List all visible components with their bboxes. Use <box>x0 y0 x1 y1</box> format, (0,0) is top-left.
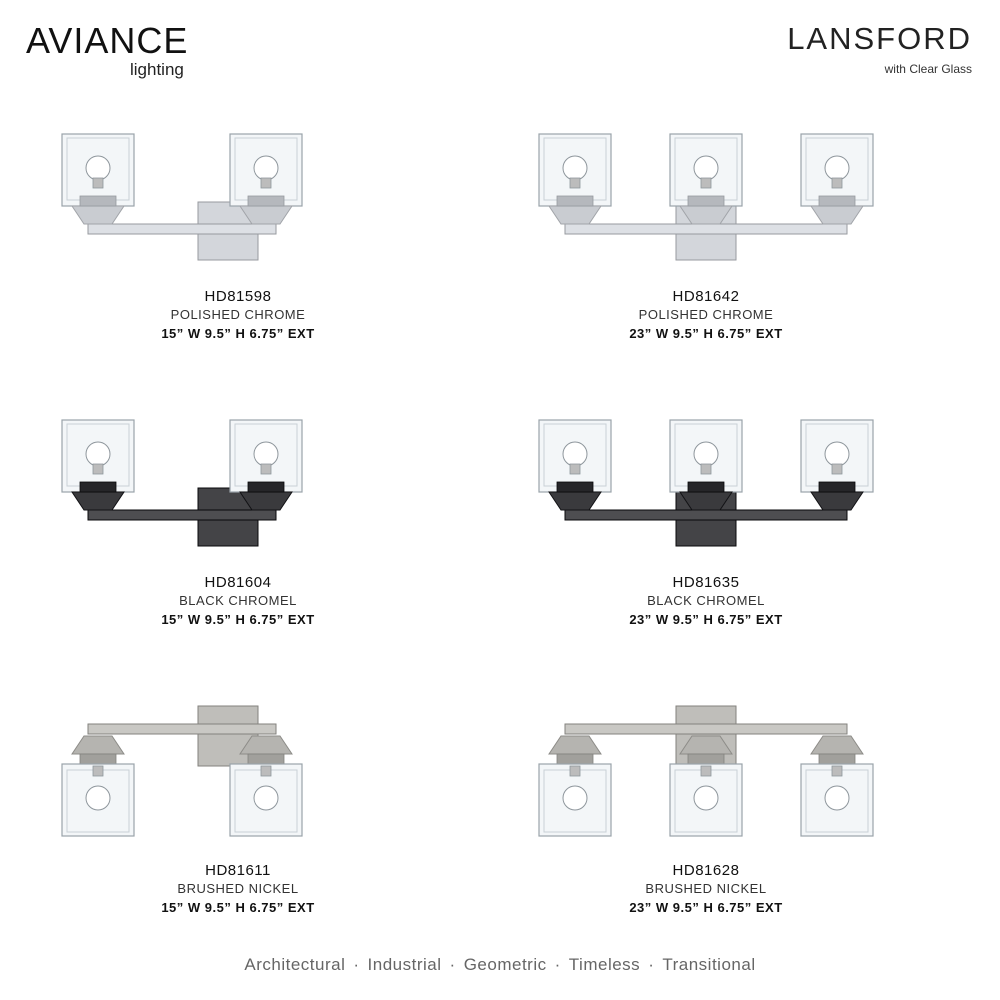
shade-holder <box>72 736 124 754</box>
product-finish: BRUSHED NICKEL <box>177 881 299 896</box>
socket-cup <box>557 196 593 206</box>
product-card <box>58 130 418 344</box>
glass-shade <box>62 736 134 836</box>
bulb-base <box>570 464 580 474</box>
tagline-item: Transitional <box>662 955 756 974</box>
bulb-icon <box>825 156 849 180</box>
socket-cup <box>819 754 855 764</box>
product-sku: HD81635 <box>672 574 740 591</box>
bulb-base <box>701 178 711 188</box>
product-dimensions: 23” W 9.5” H 6.75” EXT <box>629 612 783 627</box>
bulb-base <box>570 766 580 776</box>
product-card <box>526 704 886 918</box>
bulb-base <box>261 464 271 474</box>
product-finish: POLISHED CHROME <box>638 307 774 322</box>
product-sku: HD81642 <box>672 288 740 305</box>
product-finish: BRUSHED NICKEL <box>645 881 767 896</box>
separator-dot: · <box>648 955 655 974</box>
bulb-base <box>701 464 711 474</box>
glass-shade <box>801 420 873 510</box>
product-finish: BLACK CHROMEL <box>179 593 297 608</box>
separator-dot: · <box>554 955 561 974</box>
product-dimensions: 15” W 9.5” H 6.75” EXT <box>161 612 315 627</box>
bulb-base <box>93 464 103 474</box>
socket-cup <box>80 196 116 206</box>
bulb-icon <box>86 442 110 466</box>
product-sku: HD81611 <box>205 862 271 879</box>
bulb-base <box>832 178 842 188</box>
shade-holder <box>72 206 124 224</box>
separator-dot: · <box>449 955 456 974</box>
socket-cup <box>248 482 284 492</box>
tagline-item: Timeless <box>568 955 641 974</box>
two-light-vanity-icon <box>58 416 418 566</box>
product-finish: POLISHED CHROME <box>170 307 306 322</box>
glass-shade <box>62 134 134 224</box>
glass-shade <box>801 736 873 836</box>
socket-cup <box>819 482 855 492</box>
bulb-icon <box>86 786 110 810</box>
shade-holder <box>811 492 863 510</box>
shade-holder <box>811 736 863 754</box>
product-sku: HD81604 <box>204 574 272 591</box>
shade-holder <box>549 206 601 224</box>
bulb-base <box>261 766 271 776</box>
socket-cup <box>248 754 284 764</box>
product-card <box>526 416 886 630</box>
glass-shade <box>539 736 611 836</box>
product-finish: BLACK CHROMEL <box>647 593 765 608</box>
bulb-icon <box>694 156 718 180</box>
bulb-base <box>832 766 842 776</box>
brand-logo <box>26 20 196 79</box>
bulb-base <box>832 464 842 474</box>
product-card <box>58 704 418 918</box>
bulb-icon <box>563 156 587 180</box>
tagline <box>0 955 1000 975</box>
product-dimensions: 15” W 9.5” H 6.75” EXT <box>161 326 315 341</box>
arm-bar <box>88 510 276 520</box>
collection-title: LANSFORD <box>787 21 972 56</box>
product-dimensions: 23” W 9.5” H 6.75” EXT <box>629 900 783 915</box>
product-sku: HD81628 <box>672 862 740 879</box>
arm-bar <box>88 724 276 734</box>
three-light-vanity-icon <box>526 416 886 566</box>
socket-cup <box>80 482 116 492</box>
bulb-icon <box>694 442 718 466</box>
product-dimensions: 23” W 9.5” H 6.75” EXT <box>629 326 783 341</box>
shade-holder <box>549 736 601 754</box>
three-light-vanity-icon <box>526 130 886 280</box>
tagline-item: Geometric <box>463 955 547 974</box>
arm-bar <box>565 510 847 520</box>
separator-dot: · <box>353 955 360 974</box>
product-dimensions: 15” W 9.5” H 6.75” EXT <box>161 900 315 915</box>
socket-cup <box>688 482 724 492</box>
bulb-icon <box>254 442 278 466</box>
bulb-base <box>570 178 580 188</box>
bulb-icon <box>254 786 278 810</box>
bulb-icon <box>563 442 587 466</box>
three-light-vanity-icon <box>526 704 886 854</box>
shade-holder <box>811 206 863 224</box>
glass-shade <box>539 134 611 224</box>
bulb-icon <box>825 786 849 810</box>
bulb-icon <box>694 786 718 810</box>
brand-subtitle: lighting <box>130 60 184 79</box>
product-card <box>526 130 886 344</box>
tagline-item: Industrial <box>367 955 442 974</box>
socket-cup <box>248 196 284 206</box>
glass-shade <box>539 420 611 510</box>
socket-cup <box>557 754 593 764</box>
socket-cup <box>688 754 724 764</box>
product-sku: HD81598 <box>204 288 272 305</box>
two-light-vanity-icon <box>58 704 418 854</box>
socket-cup <box>557 482 593 492</box>
arm-bar <box>565 224 847 234</box>
socket-cup <box>819 196 855 206</box>
shade-holder <box>72 492 124 510</box>
tagline-item: Architectural <box>244 955 346 974</box>
shade-holder <box>549 492 601 510</box>
bulb-base <box>701 766 711 776</box>
bulb-base <box>93 178 103 188</box>
glass-shade <box>801 134 873 224</box>
collection-subtitle: with Clear Glass <box>884 62 972 76</box>
socket-cup <box>688 196 724 206</box>
arm-bar <box>565 724 847 734</box>
brand-name: AVIANCE <box>26 20 189 61</box>
socket-cup <box>80 754 116 764</box>
bulb-icon <box>86 156 110 180</box>
two-light-vanity-icon <box>58 130 418 280</box>
bulb-icon <box>563 786 587 810</box>
product-card <box>58 416 418 630</box>
bulb-base <box>93 766 103 776</box>
bulb-icon <box>254 156 278 180</box>
arm-bar <box>88 224 276 234</box>
glass-shade <box>62 420 134 510</box>
bulb-icon <box>825 442 849 466</box>
collection-header <box>787 22 972 76</box>
bulb-base <box>261 178 271 188</box>
